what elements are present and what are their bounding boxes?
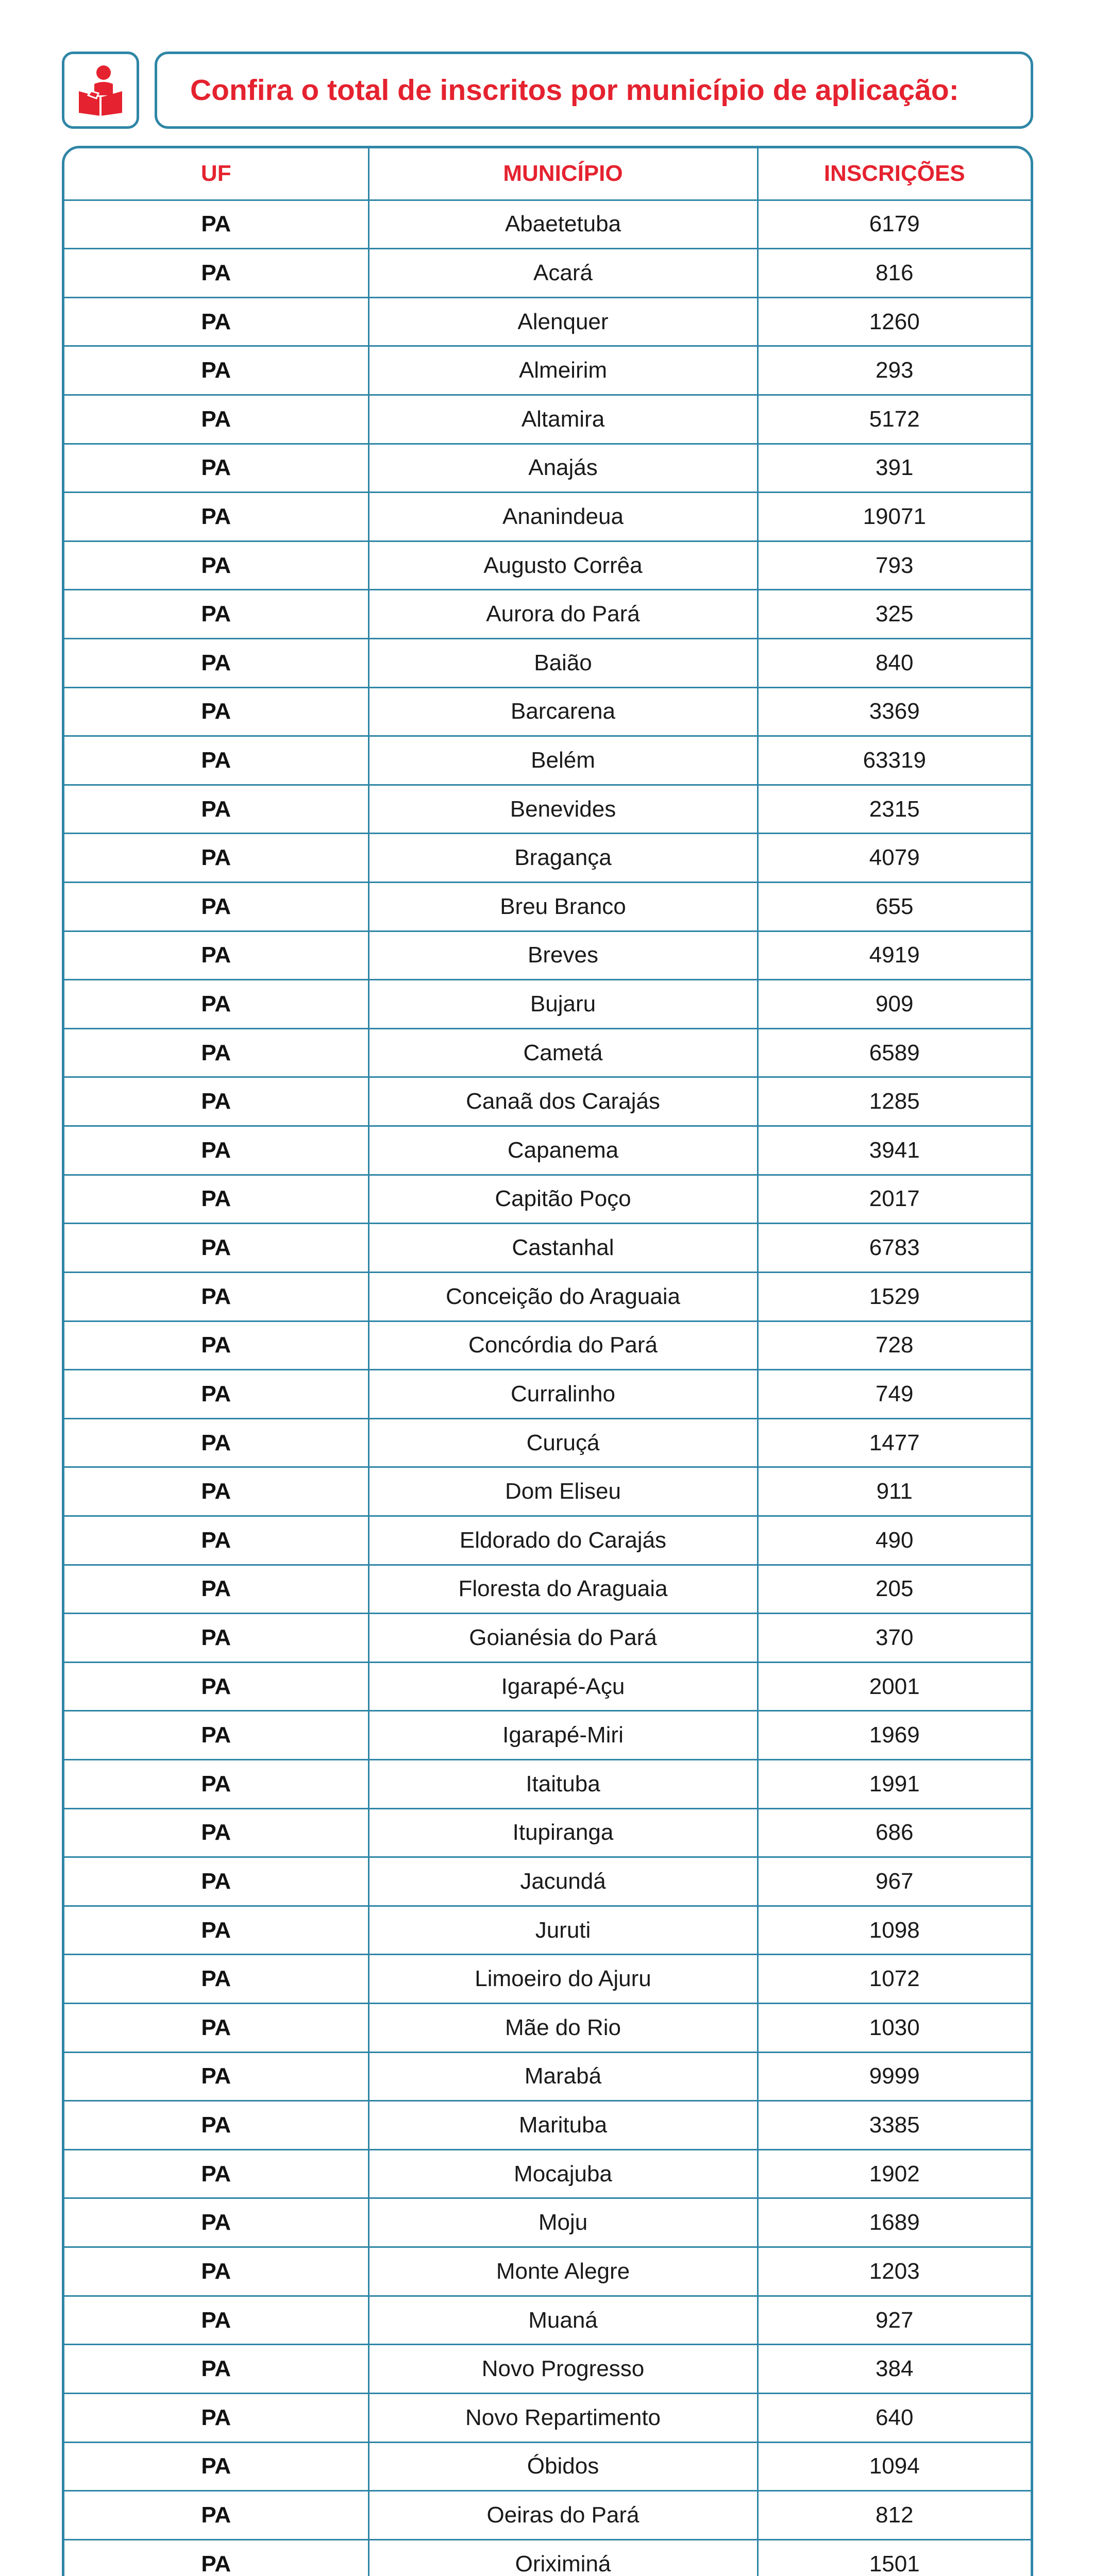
header bbox=[0, 0, 1093, 139]
table-row bbox=[64, 2539, 1031, 2576]
cell-uf: PA bbox=[64, 1565, 368, 1614]
cell-inscricoes: 655 bbox=[758, 883, 1031, 931]
cell-inscricoes: 391 bbox=[758, 444, 1031, 493]
cell-uf: PA bbox=[64, 1126, 368, 1175]
table-row bbox=[64, 2052, 1031, 2101]
table-row bbox=[64, 1467, 1031, 1516]
cell-municipio: Limoeiro do Ajuru bbox=[368, 1955, 758, 2004]
table-row bbox=[64, 2004, 1031, 2053]
cell-uf: PA bbox=[64, 1906, 368, 1955]
table-row bbox=[64, 1565, 1031, 1614]
cell-inscricoes: 1991 bbox=[758, 1760, 1031, 1809]
cell-uf: PA bbox=[64, 1760, 368, 1809]
cell-uf: PA bbox=[64, 2491, 368, 2540]
cell-uf: PA bbox=[64, 2345, 368, 2394]
table-row bbox=[64, 2247, 1031, 2296]
table-row bbox=[64, 638, 1031, 687]
cell-municipio: Monte Alegre bbox=[368, 2247, 758, 2296]
cell-uf: PA bbox=[64, 2149, 368, 2198]
cell-inscricoes: 967 bbox=[758, 1857, 1031, 1906]
cell-inscricoes: 793 bbox=[758, 541, 1031, 590]
table-row bbox=[64, 493, 1031, 541]
cell-inscricoes: 728 bbox=[758, 1321, 1031, 1370]
cell-inscricoes: 1529 bbox=[758, 1272, 1031, 1321]
cell-inscricoes: 9999 bbox=[758, 2052, 1031, 2101]
cell-municipio: Alenquer bbox=[368, 297, 758, 346]
cell-inscricoes: 5172 bbox=[758, 395, 1031, 444]
cell-municipio: Canaã dos Carajás bbox=[368, 1077, 758, 1126]
table-row bbox=[64, 2149, 1031, 2198]
cell-inscricoes: 1098 bbox=[758, 1906, 1031, 1955]
title-box bbox=[155, 52, 1033, 129]
cell-municipio: Marituba bbox=[368, 2101, 758, 2150]
cell-uf: PA bbox=[64, 541, 368, 590]
cell-uf: PA bbox=[64, 1711, 368, 1760]
table-row bbox=[64, 297, 1031, 346]
cell-municipio: Belém bbox=[368, 736, 758, 785]
cell-uf: PA bbox=[64, 736, 368, 785]
cell-inscricoes: 2001 bbox=[758, 1662, 1031, 1711]
cell-uf: PA bbox=[64, 1955, 368, 2004]
table-row bbox=[64, 444, 1031, 493]
table-row bbox=[64, 1711, 1031, 1760]
cell-inscricoes: 816 bbox=[758, 249, 1031, 298]
cell-uf: PA bbox=[64, 395, 368, 444]
cell-municipio: Itaituba bbox=[368, 1760, 758, 1809]
table-row bbox=[64, 931, 1031, 980]
cell-inscricoes: 293 bbox=[758, 346, 1031, 395]
cell-uf: PA bbox=[64, 200, 368, 249]
cell-uf: PA bbox=[64, 1321, 368, 1370]
cell-municipio: Oriximiná bbox=[368, 2539, 758, 2576]
table-row bbox=[64, 687, 1031, 736]
cell-inscricoes: 63319 bbox=[758, 736, 1031, 785]
table-row bbox=[64, 2345, 1031, 2394]
column-header-inscricoes: INSCRIÇÕES bbox=[758, 148, 1031, 200]
cell-uf: PA bbox=[64, 1857, 368, 1906]
cell-uf: PA bbox=[64, 1028, 368, 1077]
cell-municipio: Conceição do Araguaia bbox=[368, 1272, 758, 1321]
cell-municipio: Ananindeua bbox=[368, 493, 758, 541]
table-row bbox=[64, 1662, 1031, 1711]
cell-inscricoes: 749 bbox=[758, 1370, 1031, 1419]
cell-municipio: Concórdia do Pará bbox=[368, 1321, 758, 1370]
table-row bbox=[64, 2393, 1031, 2442]
cell-municipio: Abaetetuba bbox=[368, 200, 758, 249]
cell-inscricoes: 909 bbox=[758, 980, 1031, 1029]
cell-municipio: Eldorado do Carajás bbox=[368, 1516, 758, 1565]
cell-municipio: Igarapé-Miri bbox=[368, 1711, 758, 1760]
table-row bbox=[64, 736, 1031, 785]
cell-inscricoes: 3941 bbox=[758, 1126, 1031, 1175]
cell-inscricoes: 1285 bbox=[758, 1077, 1031, 1126]
table-row bbox=[64, 980, 1031, 1029]
table-row bbox=[64, 1418, 1031, 1467]
page-title: Confira o total de inscritos por município de aplicação: bbox=[190, 74, 959, 107]
cell-inscricoes: 1203 bbox=[758, 2247, 1031, 2296]
cell-municipio: Moju bbox=[368, 2198, 758, 2247]
cell-inscricoes: 205 bbox=[758, 1565, 1031, 1614]
inscriptions-table bbox=[62, 146, 1033, 2576]
cell-uf: PA bbox=[64, 2247, 368, 2296]
cell-municipio: Muaná bbox=[368, 2296, 758, 2345]
cell-inscricoes: 6179 bbox=[758, 200, 1031, 249]
cell-uf: PA bbox=[64, 2296, 368, 2345]
cell-uf: PA bbox=[64, 2198, 368, 2247]
cell-municipio: Goianésia do Pará bbox=[368, 1614, 758, 1663]
icon-box bbox=[62, 52, 139, 129]
cell-uf: PA bbox=[64, 931, 368, 980]
cell-inscricoes: 1969 bbox=[758, 1711, 1031, 1760]
cell-municipio: Itupiranga bbox=[368, 1808, 758, 1857]
table-row bbox=[64, 2491, 1031, 2540]
cell-uf: PA bbox=[64, 2393, 368, 2442]
cell-uf: PA bbox=[64, 1467, 368, 1516]
cell-uf: PA bbox=[64, 1370, 368, 1419]
cell-municipio: Curuçá bbox=[368, 1418, 758, 1467]
table-row bbox=[64, 2296, 1031, 2345]
column-header-uf: UF bbox=[64, 148, 368, 200]
cell-inscricoes: 927 bbox=[758, 2296, 1031, 2345]
cell-municipio: Bujaru bbox=[368, 980, 758, 1029]
cell-inscricoes: 4919 bbox=[758, 931, 1031, 980]
cell-municipio: Anajás bbox=[368, 444, 758, 493]
cell-inscricoes: 3369 bbox=[758, 687, 1031, 736]
table-row bbox=[64, 1272, 1031, 1321]
cell-municipio: Benevides bbox=[368, 785, 758, 834]
cell-municipio: Mocajuba bbox=[368, 2149, 758, 2198]
cell-municipio: Cametá bbox=[368, 1028, 758, 1077]
cell-municipio: Breu Branco bbox=[368, 883, 758, 931]
table-row bbox=[64, 1370, 1031, 1419]
table-row bbox=[64, 200, 1031, 249]
cell-inscricoes: 911 bbox=[758, 1467, 1031, 1516]
cell-uf: PA bbox=[64, 2101, 368, 2150]
cell-municipio: Capanema bbox=[368, 1126, 758, 1175]
cell-uf: PA bbox=[64, 1175, 368, 1224]
cell-municipio: Barcarena bbox=[368, 687, 758, 736]
cell-inscricoes: 6589 bbox=[758, 1028, 1031, 1077]
cell-municipio: Breves bbox=[368, 931, 758, 980]
cell-inscricoes: 686 bbox=[758, 1808, 1031, 1857]
column-header-municipio: MUNICÍPIO bbox=[368, 148, 758, 200]
cell-municipio: Baião bbox=[368, 638, 758, 687]
cell-municipio: Novo Progresso bbox=[368, 2345, 758, 2394]
cell-municipio: Juruti bbox=[368, 1906, 758, 1955]
table-row bbox=[64, 1760, 1031, 1809]
cell-inscricoes: 2017 bbox=[758, 1175, 1031, 1224]
cell-inscricoes: 1072 bbox=[758, 1955, 1031, 2004]
cell-uf: PA bbox=[64, 1224, 368, 1273]
cell-municipio: Castanhal bbox=[368, 1224, 758, 1273]
cell-uf: PA bbox=[64, 1808, 368, 1857]
table-row bbox=[64, 1614, 1031, 1663]
table-row bbox=[64, 1955, 1031, 2004]
cell-inscricoes: 1902 bbox=[758, 2149, 1031, 2198]
cell-uf: PA bbox=[64, 346, 368, 395]
cell-uf: PA bbox=[64, 785, 368, 834]
cell-uf: PA bbox=[64, 1614, 368, 1663]
cell-municipio: Mãe do Rio bbox=[368, 2004, 758, 2053]
table-row bbox=[64, 1808, 1031, 1857]
table-row bbox=[64, 2101, 1031, 2150]
cell-inscricoes: 1689 bbox=[758, 2198, 1031, 2247]
table-row bbox=[64, 1516, 1031, 1565]
cell-uf: PA bbox=[64, 1418, 368, 1467]
cell-municipio: Marabá bbox=[368, 2052, 758, 2101]
cell-inscricoes: 1501 bbox=[758, 2539, 1031, 2576]
cell-municipio: Dom Eliseu bbox=[368, 1467, 758, 1516]
cell-municipio: Jacundá bbox=[368, 1857, 758, 1906]
cell-inscricoes: 384 bbox=[758, 2345, 1031, 2394]
cell-uf: PA bbox=[64, 687, 368, 736]
cell-uf: PA bbox=[64, 2052, 368, 2101]
cell-uf: PA bbox=[64, 297, 368, 346]
table-row bbox=[64, 2442, 1031, 2491]
table-row bbox=[64, 1857, 1031, 1906]
cell-inscricoes: 19071 bbox=[758, 493, 1031, 541]
cell-uf: PA bbox=[64, 883, 368, 931]
cell-uf: PA bbox=[64, 980, 368, 1029]
cell-municipio: Igarapé-Açu bbox=[368, 1662, 758, 1711]
cell-inscricoes: 4079 bbox=[758, 834, 1031, 883]
cell-uf: PA bbox=[64, 493, 368, 541]
cell-uf: PA bbox=[64, 2442, 368, 2491]
table-row bbox=[64, 395, 1031, 444]
cell-uf: PA bbox=[64, 834, 368, 883]
cell-uf: PA bbox=[64, 1272, 368, 1321]
cell-inscricoes: 6783 bbox=[758, 1224, 1031, 1273]
cell-uf: PA bbox=[64, 1077, 368, 1126]
cell-inscricoes: 812 bbox=[758, 2491, 1031, 2540]
table-row bbox=[64, 590, 1031, 639]
table-row bbox=[64, 1028, 1031, 1077]
table-row bbox=[64, 2198, 1031, 2247]
table-header-row bbox=[64, 148, 1031, 200]
table-row bbox=[64, 834, 1031, 883]
cell-inscricoes: 1094 bbox=[758, 2442, 1031, 2491]
cell-uf: PA bbox=[64, 590, 368, 639]
cell-uf: PA bbox=[64, 1516, 368, 1565]
cell-municipio: Oeiras do Pará bbox=[368, 2491, 758, 2540]
cell-inscricoes: 325 bbox=[758, 590, 1031, 639]
table-row bbox=[64, 249, 1031, 298]
table-row bbox=[64, 1906, 1031, 1955]
cell-municipio: Aurora do Pará bbox=[368, 590, 758, 639]
table-row bbox=[64, 1077, 1031, 1126]
cell-inscricoes: 490 bbox=[758, 1516, 1031, 1565]
cell-inscricoes: 1030 bbox=[758, 2004, 1031, 2053]
cell-municipio: Capitão Poço bbox=[368, 1175, 758, 1224]
cell-inscricoes: 2315 bbox=[758, 785, 1031, 834]
cell-municipio: Novo Repartimento bbox=[368, 2393, 758, 2442]
cell-municipio: Bragança bbox=[368, 834, 758, 883]
cell-uf: PA bbox=[64, 2004, 368, 2053]
table-row bbox=[64, 1321, 1031, 1370]
table-row bbox=[64, 883, 1031, 931]
cell-inscricoes: 840 bbox=[758, 638, 1031, 687]
cell-municipio: Augusto Corrêa bbox=[368, 541, 758, 590]
table-row bbox=[64, 1224, 1031, 1273]
table-row bbox=[64, 1175, 1031, 1224]
cell-municipio: Altamira bbox=[368, 395, 758, 444]
cell-uf: PA bbox=[64, 249, 368, 298]
cell-uf: PA bbox=[64, 638, 368, 687]
table-row bbox=[64, 346, 1031, 395]
cell-inscricoes: 3385 bbox=[758, 2101, 1031, 2150]
cell-inscricoes: 1260 bbox=[758, 297, 1031, 346]
cell-inscricoes: 1477 bbox=[758, 1418, 1031, 1467]
table-row bbox=[64, 541, 1031, 590]
cell-municipio: Almeirim bbox=[368, 346, 758, 395]
cell-municipio: Acará bbox=[368, 249, 758, 298]
table-row bbox=[64, 1126, 1031, 1175]
reading-person-icon bbox=[76, 64, 125, 116]
cell-municipio: Floresta do Araguaia bbox=[368, 1565, 758, 1614]
cell-inscricoes: 640 bbox=[758, 2393, 1031, 2442]
cell-uf: PA bbox=[64, 444, 368, 493]
table-row bbox=[64, 785, 1031, 834]
cell-municipio: Óbidos bbox=[368, 2442, 758, 2491]
cell-inscricoes: 370 bbox=[758, 1614, 1031, 1663]
cell-uf: PA bbox=[64, 1662, 368, 1711]
cell-municipio: Curralinho bbox=[368, 1370, 758, 1419]
cell-uf: PA bbox=[64, 2539, 368, 2576]
